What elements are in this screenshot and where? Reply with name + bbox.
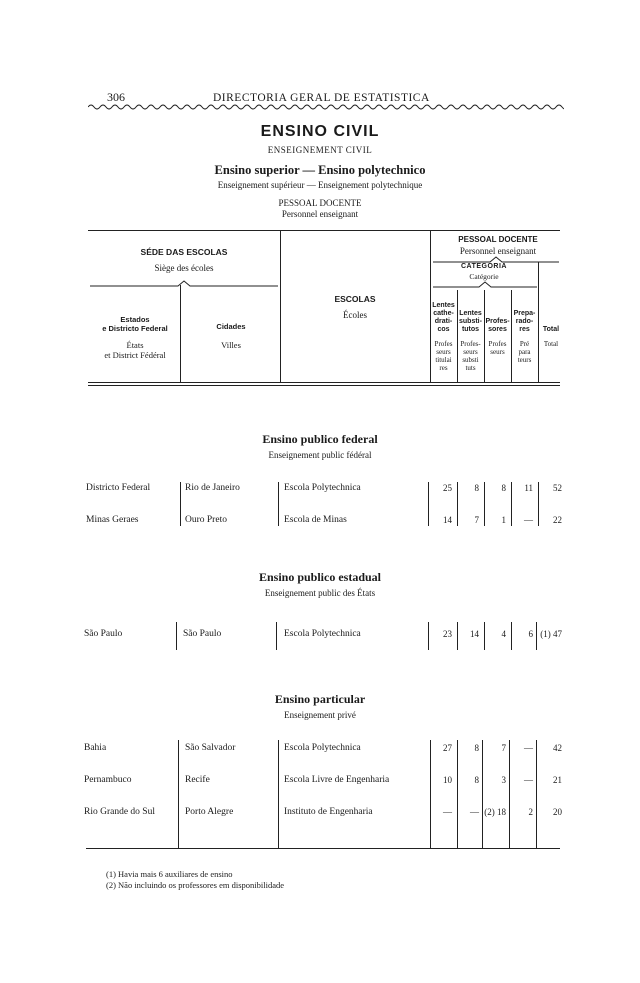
sede-header: SÉDE DAS ESCOLAS — [140, 247, 228, 257]
row-total: 52 — [553, 483, 562, 493]
row-value: 1 — [501, 515, 506, 525]
row-escola: Instituto de Engenharia — [284, 807, 373, 817]
header-bottom-rule-2 — [88, 385, 560, 386]
row-cidade: São Salvador — [185, 743, 236, 753]
col-header-lentes-cathedraticos: Lentes cathe- drati- cos — [432, 302, 455, 333]
col-divider — [276, 622, 277, 650]
row-estado: Bahia — [84, 743, 107, 753]
section-federal-title: Ensino publico federal — [262, 432, 378, 446]
sede-brace — [88, 278, 280, 288]
wavy-rule — [88, 103, 564, 111]
col-divider — [180, 482, 181, 526]
row-escola: Escola Livre de Engenharia — [284, 775, 390, 785]
row-total: 22 — [553, 515, 562, 525]
row-cidade: Porto Alegre — [185, 807, 234, 817]
col-divider — [178, 740, 179, 848]
col-divider — [538, 482, 539, 526]
col-header-total: Total — [542, 326, 560, 333]
subtitle: Ensino superior — Ensino polytechnico — [214, 163, 426, 177]
row-escola: Escola Polytechnica — [284, 743, 361, 753]
col-divider — [511, 290, 512, 382]
pessoal-header: PESSOAL DOCENTE — [458, 235, 538, 244]
cidades-header: Cidades — [216, 322, 246, 331]
footnote: (1) Havia mais 6 auxiliares de ensino — [106, 869, 233, 879]
col-divider — [511, 622, 512, 650]
total-divider — [538, 262, 539, 382]
row-total: 20 — [553, 807, 562, 817]
row-value: — — [524, 775, 533, 785]
row-value: 4 — [501, 629, 506, 639]
row-value: (2) 18 — [484, 807, 506, 817]
row-value: 8 — [474, 483, 479, 493]
row-value: 6 — [528, 629, 533, 639]
header-bottom-rule — [88, 382, 560, 383]
row-total: (1) 47 — [540, 629, 562, 639]
section-estadual-title: Ensino publico estadual — [258, 570, 382, 584]
row-value: — — [443, 807, 452, 817]
col-divider — [278, 740, 279, 848]
pessoal-header-fr: Personnel enseignant — [459, 246, 537, 256]
table-bottom-rule — [86, 848, 560, 849]
categoria-header: CATEGORIA — [461, 263, 507, 270]
escolas-header-fr: Écoles — [343, 310, 367, 320]
col-divider — [509, 740, 510, 848]
col-header-lentes-substitutos-fr: Profes- seurs substi tuts — [460, 340, 481, 372]
col-header-total-fr: Total — [543, 340, 559, 348]
estados-header: Estados e Districto Federal — [102, 315, 168, 333]
pessoal-brace — [432, 255, 560, 263]
col-divider — [511, 482, 512, 526]
col-header-professores: Profes- sores — [485, 318, 510, 333]
row-value: 23 — [443, 629, 452, 639]
row-total: 21 — [553, 775, 562, 785]
row-value: 11 — [524, 483, 533, 493]
section-title: PESSOAL DOCENTE — [278, 198, 362, 208]
row-cidade: Ouro Preto — [185, 515, 227, 525]
main-title: ENSINO CIVIL — [260, 123, 380, 140]
col-divider — [484, 482, 485, 526]
row-value: 27 — [443, 743, 452, 753]
row-value: 10 — [443, 775, 452, 785]
cidades-header-fr: Villes — [221, 340, 241, 350]
row-value: 25 — [443, 483, 452, 493]
col-divider — [484, 290, 485, 382]
row-value: — — [524, 515, 533, 525]
col-divider — [457, 740, 458, 848]
row-value: 2 — [528, 807, 533, 817]
col-divider — [457, 622, 458, 650]
section-particular-title: Ensino particular — [274, 692, 366, 706]
header-divider — [280, 230, 281, 382]
row-estado: Rio Grande do Sul — [84, 807, 155, 817]
col-header-lentes-substitutos: Lentes substi- tutos — [459, 310, 482, 333]
col-header-preparadores: Prepa- rado- res — [513, 310, 536, 333]
row-estado: Minas Geraes — [86, 515, 139, 525]
section-title-fr: Personnel enseignant — [281, 209, 359, 219]
sede-header-fr: Siège des écoles — [154, 263, 214, 273]
main-title-fr: ENSEIGNEMENT CIVIL — [267, 145, 373, 155]
col-divider — [278, 482, 279, 526]
row-value: 8 — [474, 743, 479, 753]
col-divider — [428, 622, 429, 650]
header-top-rule — [88, 230, 560, 231]
row-value: 3 — [501, 775, 506, 785]
row-value: 14 — [470, 629, 479, 639]
row-value: — — [470, 807, 479, 817]
row-cidade: Rio de Janeiro — [185, 483, 240, 493]
col-divider — [482, 740, 483, 848]
section-estadual-title-fr: Enseignement public des États — [264, 588, 376, 598]
col-divider — [428, 482, 429, 526]
row-cidade: São Paulo — [183, 629, 222, 639]
section-particular-title-fr: Enseignement privé — [284, 710, 356, 720]
section-federal-title-fr: Enseignement public fédéral — [268, 450, 372, 460]
row-value: 8 — [501, 483, 506, 493]
row-total: 42 — [553, 743, 562, 753]
col-divider — [484, 622, 485, 650]
running-title: DIRECTORIA GERAL DE ESTATISTICA — [213, 92, 430, 104]
categoria-header-fr: Catégorie — [469, 272, 499, 281]
row-value: — — [524, 743, 533, 753]
row-estado: Pernambuco — [84, 775, 132, 785]
col-divider — [430, 740, 431, 848]
col-divider — [536, 622, 537, 650]
col-divider — [457, 482, 458, 526]
col-divider — [176, 622, 177, 650]
row-value: 7 — [501, 743, 506, 753]
row-cidade: Recife — [185, 775, 210, 785]
subtitle-fr: Enseignement supérieur — Enseignement polytechnique — [217, 180, 423, 190]
row-escola: Escola Polytechnica — [284, 629, 361, 639]
page-number: 306 — [107, 90, 125, 104]
col-header-professores-fr: Profes seurs — [488, 340, 507, 356]
row-value: 8 — [474, 775, 479, 785]
row-escola: Escola Polytechnica — [284, 483, 361, 493]
escolas-header: ESCOLAS — [334, 294, 376, 304]
row-escola: Escola de Minas — [284, 515, 347, 525]
row-estado: São Paulo — [84, 629, 123, 639]
estados-header-fr: États et District Fédéral — [104, 340, 166, 360]
row-estado: Districto Federal — [86, 483, 151, 493]
header-divider — [180, 285, 181, 382]
col-divider — [536, 740, 537, 848]
col-header-lentes-cathedraticos-fr: Profes seurs titulai res — [434, 340, 453, 372]
row-value: 14 — [443, 515, 452, 525]
categoria-brace — [432, 281, 538, 289]
col-header-preparadores-fr: Pré para teurs — [517, 340, 532, 364]
footnote: (2) Não incluindo os professores em disponibilidade — [106, 880, 284, 890]
row-value: 7 — [474, 515, 479, 525]
